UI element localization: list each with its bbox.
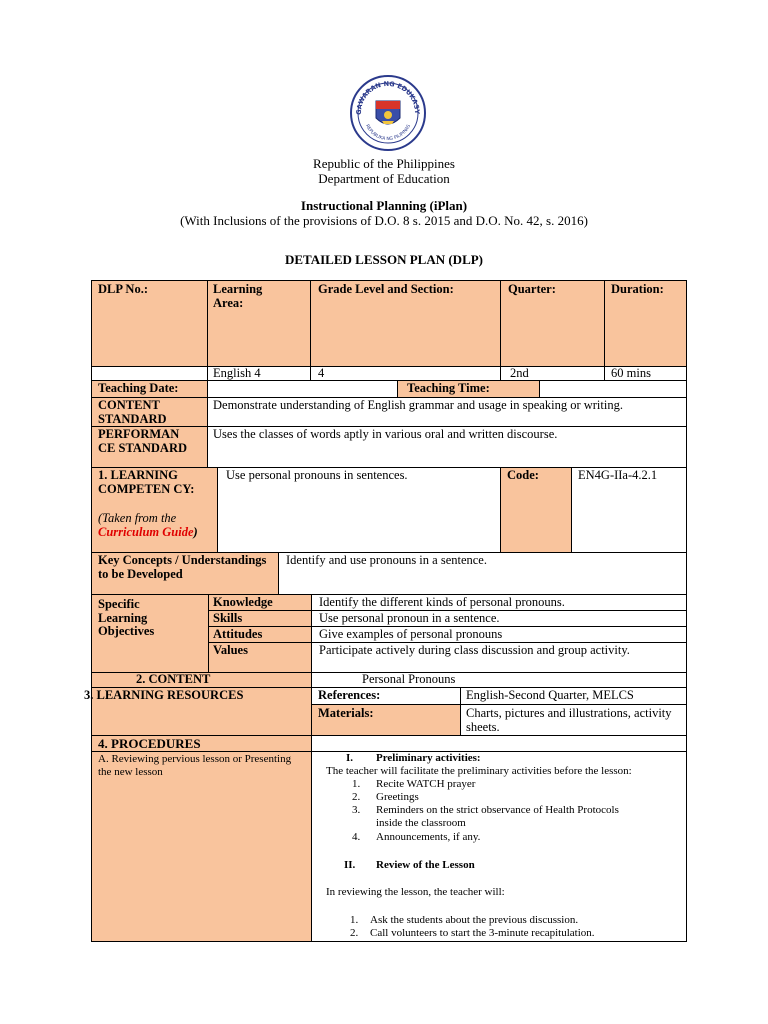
prelim-item-num: 2. xyxy=(352,791,361,803)
references-cell xyxy=(460,687,687,705)
content-text: Personal Pronouns xyxy=(362,672,456,686)
content-cell xyxy=(311,672,687,688)
content-standard-label-cell xyxy=(91,397,208,427)
competency-label-cell xyxy=(91,467,218,553)
procedures-label: 4. PROCEDURES xyxy=(98,736,201,751)
references-label-cell xyxy=(311,687,461,705)
procedures-header-right xyxy=(311,735,687,752)
prelim-item-num: 1. xyxy=(352,778,361,790)
code-label: Code: xyxy=(507,468,539,482)
step-a-cell xyxy=(91,751,312,942)
quarter-value-cell xyxy=(500,366,605,381)
performance-standard-text: Uses the classes of words aptly in various oral and written discourse. xyxy=(213,427,558,441)
grade-label: Grade Level and Section: xyxy=(318,282,454,296)
review-intro: In reviewing the lesson, the teacher will: xyxy=(326,886,505,898)
key-concepts-text: Identify and use pronouns in a sentence. xyxy=(286,553,487,567)
review-item: Call volunteers to start the 3-minute recapitulation. xyxy=(370,927,595,939)
content-standard-label: CONTENT STANDARD xyxy=(98,398,167,426)
quarter-value: 2nd xyxy=(510,366,529,380)
republic-line: Republic of the Philippines xyxy=(313,156,455,171)
materials-cell xyxy=(460,704,687,736)
grade-cell xyxy=(310,280,501,367)
competency-label: 1. LEARNING COMPETEN CY: xyxy=(98,468,195,496)
competency-note-a: (Taken from the xyxy=(98,511,177,525)
skills-cell xyxy=(311,610,687,627)
teaching-date-label: Teaching Date: xyxy=(98,381,179,395)
learning-area-value-cell xyxy=(207,366,311,381)
key-concepts-label: Key Concepts / Understandings to be Developed xyxy=(98,553,267,581)
dlp-no-label: DLP No.: xyxy=(98,282,148,296)
duration-value-cell xyxy=(604,366,687,381)
dlp-no-value xyxy=(91,366,208,381)
prelim-title: Preliminary activities: xyxy=(376,752,481,764)
step-a-text: A. Reviewing pervious lesson or Presenting the new lesson xyxy=(98,753,292,778)
code-cell xyxy=(571,467,687,553)
quarter-cell xyxy=(500,280,605,367)
content-standard-cell xyxy=(207,397,687,427)
department-line: Department of Education xyxy=(318,171,450,186)
teaching-time-value xyxy=(539,380,687,398)
references-label: References: xyxy=(318,688,381,702)
teaching-time-label-cell xyxy=(397,380,540,398)
dlp-no-cell xyxy=(91,280,208,367)
competency-note-c: ) xyxy=(193,524,198,539)
learning-area-value: English 4 xyxy=(213,366,261,380)
teaching-date-label-cell xyxy=(91,380,208,398)
procedures-label-cell xyxy=(91,735,312,752)
knowledge-label-cell xyxy=(208,594,312,611)
attitudes-text: Give examples of personal pronouns xyxy=(319,627,503,641)
duration-cell xyxy=(604,280,687,367)
learning-area-label: Learning Area: xyxy=(213,282,263,310)
seal-bottom-text: REPUBLIKA NG PILIPINAS xyxy=(364,123,412,143)
materials-label-cell xyxy=(311,704,461,736)
review-item-num: 1. xyxy=(350,914,359,926)
performance-standard-cell xyxy=(207,426,687,468)
attitudes-label-cell xyxy=(208,626,312,643)
objectives-label-cell xyxy=(91,594,209,673)
deped-seal xyxy=(349,74,427,152)
knowledge-text: Identify the different kinds of personal pronouns. xyxy=(319,595,565,609)
prelim-num: I. xyxy=(346,752,354,764)
attitudes-cell xyxy=(311,626,687,643)
prelim-item: Recite WATCH prayer xyxy=(376,778,476,790)
step-a-detail-cell xyxy=(311,751,687,942)
grade-value-cell xyxy=(310,366,501,381)
competency-note-b: Curriculum Guide xyxy=(98,524,194,539)
review-item-num: 2. xyxy=(350,927,359,939)
materials-text: Charts, pictures and illustrations, activity sheets. xyxy=(466,706,672,734)
values-text: Participate actively during class discussion and group activity. xyxy=(319,643,630,657)
teaching-time-label: Teaching Time: xyxy=(407,381,490,395)
performance-standard-label-cell xyxy=(91,426,208,468)
knowledge-label: Knowledge xyxy=(213,595,273,609)
values-label-cell xyxy=(208,642,312,673)
prelim-item-num: 4. xyxy=(352,831,361,843)
resources-label: 3. LEARNING RESOURCES xyxy=(84,688,244,702)
prelim-item: Greetings xyxy=(376,791,419,803)
review-num: II. xyxy=(344,859,356,871)
grade-value: 4 xyxy=(318,366,325,380)
prelim-item: Reminders on the strict observance of Health Protocols inside the classroom xyxy=(376,804,619,829)
values-label: Values xyxy=(213,643,248,657)
prelim-item-num: 3. xyxy=(352,804,361,816)
competency-cell xyxy=(217,467,501,553)
key-concepts-label-cell xyxy=(91,552,279,595)
prelim-intro: The teacher will facilitate the preliminary activities before the lesson: xyxy=(326,765,632,777)
competency-text: Use personal pronouns in sentences. xyxy=(226,468,408,482)
objectives-label: Specific Learning Objectives xyxy=(98,597,155,638)
skills-label: Skills xyxy=(213,611,243,625)
seal-top-text: GAWARAN NG EDUKASY xyxy=(354,79,422,115)
key-concepts-cell xyxy=(278,552,687,595)
content-label-cell xyxy=(91,672,312,688)
teaching-date-value xyxy=(207,380,398,398)
learning-area-cell xyxy=(207,280,311,367)
skills-text: Use personal pronoun in a sentence. xyxy=(319,611,500,625)
content-label: 2. CONTENT xyxy=(136,672,211,686)
duration-label: Duration: xyxy=(611,282,664,296)
code-value: EN4G-IIa-4.2.1 xyxy=(578,468,658,482)
materials-label: Materials: xyxy=(318,706,374,720)
content-standard-text: Demonstrate understanding of English grammar and usage in speaking or writing. xyxy=(213,398,623,412)
performance-standard-label: PERFORMAN CE STANDARD xyxy=(98,427,188,455)
duration-value: 60 mins xyxy=(611,366,651,380)
code-label-cell xyxy=(500,467,572,553)
attitudes-label: Attitudes xyxy=(213,627,263,641)
references-text: English-Second Quarter, MELCS xyxy=(466,688,634,702)
quarter-label: Quarter: xyxy=(508,282,556,296)
knowledge-cell xyxy=(311,594,687,611)
plan-subtitle: (With Inclusions of the provisions of D.O. 8 s. 2015 and D.O. No. 42, s. 2016) xyxy=(180,213,588,228)
review-title: Review of the Lesson xyxy=(376,859,475,871)
dlp-title: DETAILED LESSON PLAN (DLP) xyxy=(284,252,484,267)
review-item: Ask the students about the previous discussion. xyxy=(370,914,579,926)
skills-label-cell xyxy=(208,610,312,627)
values-cell xyxy=(311,642,687,673)
plan-title: Instructional Planning (iPlan) xyxy=(300,198,468,213)
prelim-item: Announcements, if any. xyxy=(376,831,481,843)
